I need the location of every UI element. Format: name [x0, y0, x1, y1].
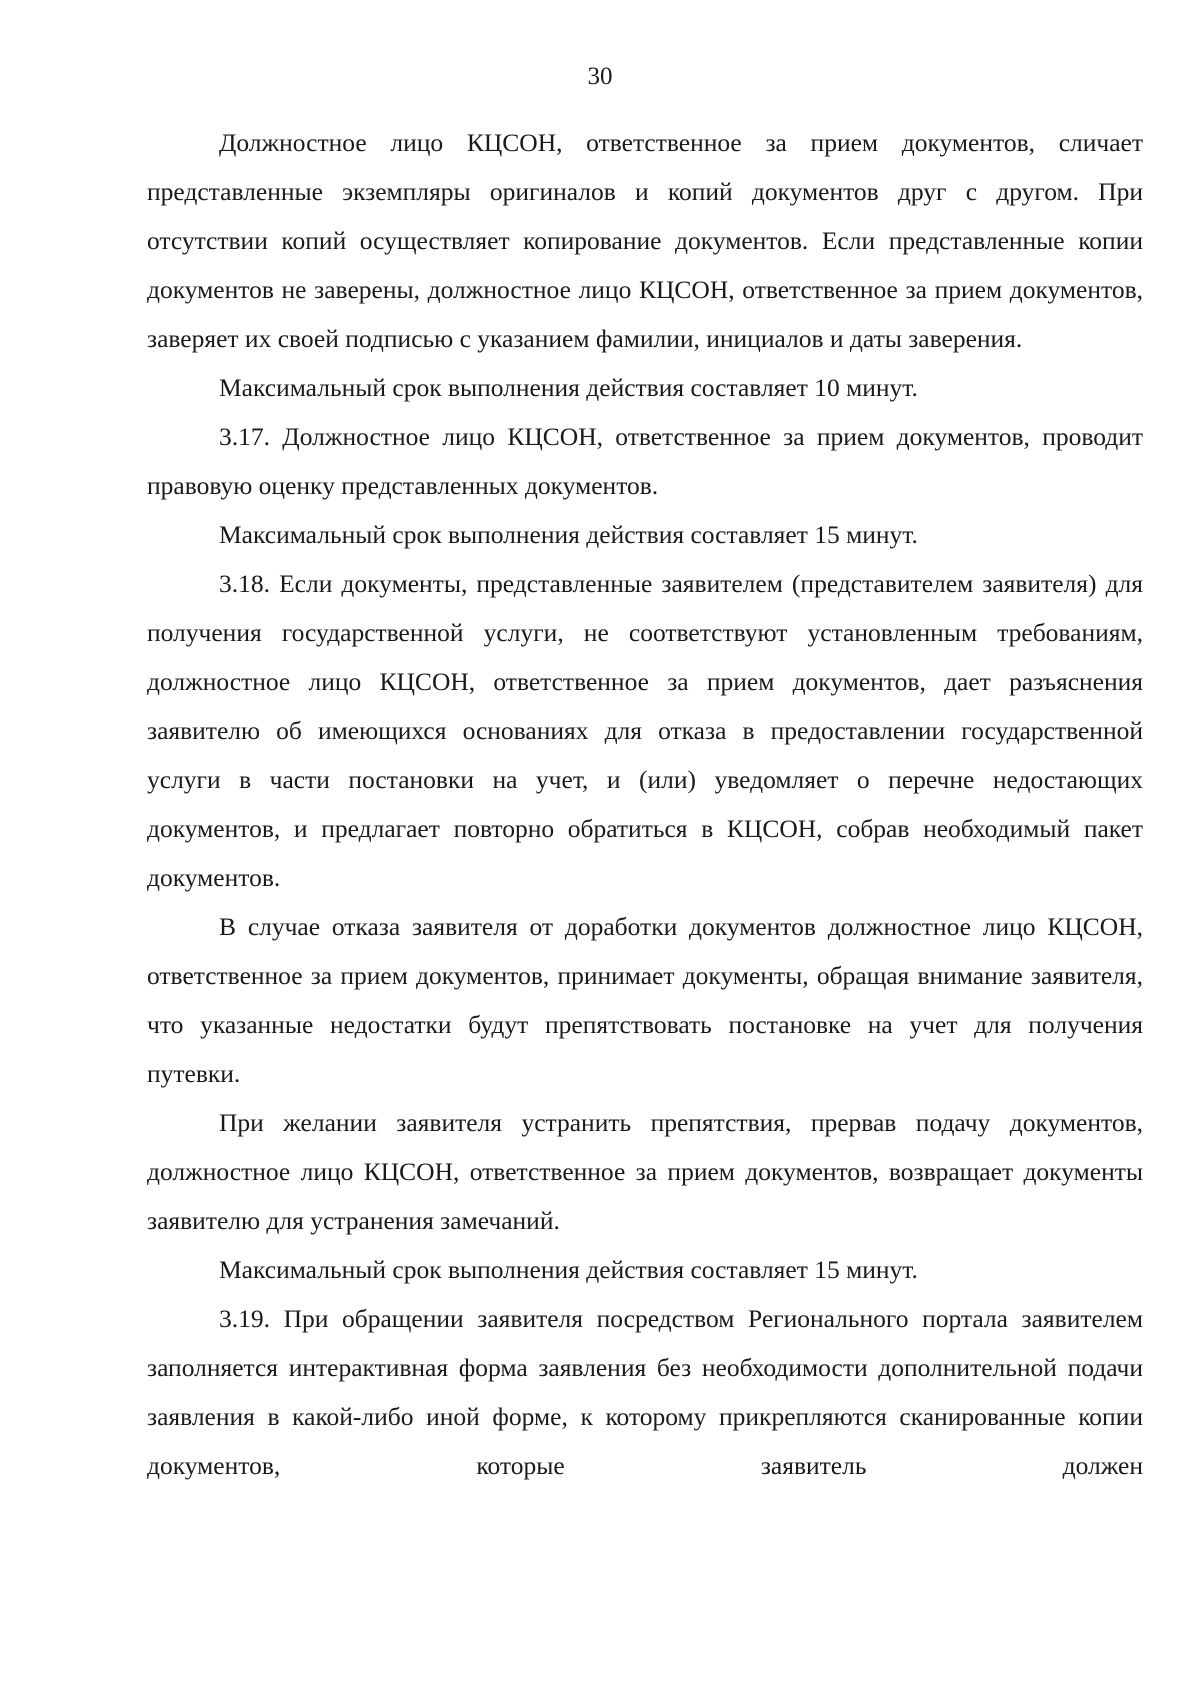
paragraph-max-time-10: Максимальный срок выполнения действия составляет 10 минут. [219, 373, 918, 402]
paragraph-max-time-15-a: Максимальный срок выполнения действия составляет 15 минут. [219, 520, 918, 549]
paragraph-3-17: 3.17. Должностное лицо КЦСОН, ответственное за прием документов, проводит правовую оценку представленных документов. [147, 422, 1143, 500]
paragraph-max-time-15-b: Максимальный срок выполнения действия составляет 15 минут. [219, 1255, 918, 1284]
paragraph-3-18: 3.18. Если документы, представленные заявителем (представителем заявителя) для получения государственной услуги, не соответствуют установленным требованиям, должностное лицо КЦСОН, ответственное за прием документов, дает разъяснения заявителю об имеющихся основаниях для отказа в предоставлении государственной услуги в части постановки на учет, и (или) уведомляет о перечне недостающих документов, и предлагает повторно обратиться в КЦСОН, собрав необходимый пакет документов. [147, 569, 1143, 892]
page-number: 30 [587, 63, 613, 90]
document-body [147, 118, 1143, 1490]
paragraph-refusal-case: В случае отказа заявителя от доработки документов должностное лицо КЦСОН, ответственное за прием документов, принимает документы, обращая внимание заявителя, что указанные недостатки будут препятствовать постановке на учет для получения путевки. [147, 912, 1143, 1088]
paragraph-document-verification: Должностное лицо КЦСОН, ответственное за прием документов, сличает представленные экземпляры оригиналов и копий документов друг с другом. При отсутствии копий осуществляет копирование документов. Если представленные копии документов не заверены, должностное лицо КЦСОН, ответственное за прием документов, заверяет их своей подписью с указанием фамилии, инициалов и даты заверения. [147, 128, 1143, 353]
paragraph-return-documents: При желании заявителя устранить препятствия, прервав подачу документов, должностное лицо КЦСОН, ответственное за прием документов, возвращает документы заявителю для устранения замечаний. [147, 1108, 1143, 1235]
paragraph-3-19: 3.19. При обращении заявителя посредством Регионального портала заявителем заполняется интерактивная форма заявления без необходимости дополнительной подачи заявления в какой-либо иной форме, к которому прикрепляются сканированные копии документов, которые заявитель должен [147, 1304, 1143, 1480]
